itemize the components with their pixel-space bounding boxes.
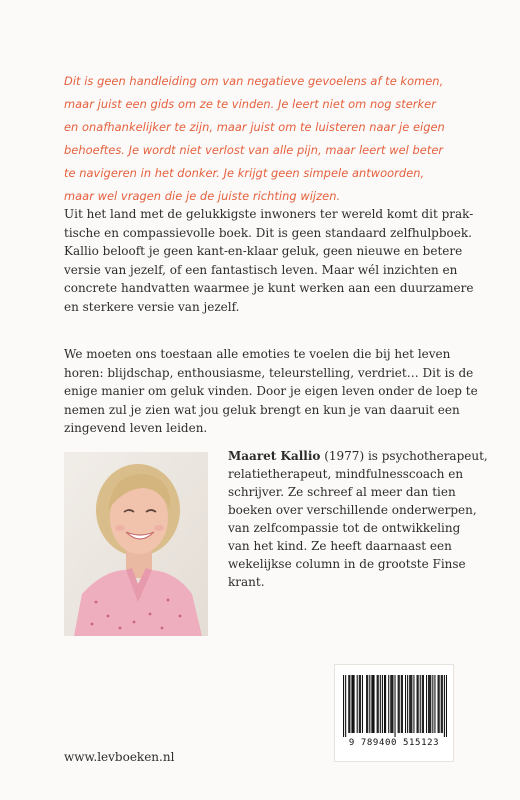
barcode-bar [429,675,430,733]
barcode-bar [420,675,421,733]
barcode-bar [418,675,419,733]
quote-line: Dit is geen handleiding om van negatieve gevoelens af te komen, [64,74,444,88]
barcode-bar [428,675,429,733]
barcode-bar [380,675,381,733]
barcode-bar [366,675,367,733]
barcode-bar [390,675,391,733]
bio-line: schrijver. Ze schreef al meer dan tien [228,485,456,499]
barcode-bar [385,675,386,733]
barcode-bar [446,675,447,737]
barcode-bar [417,675,418,733]
bio-line: krant. [228,575,265,589]
barcode-bar [422,675,423,733]
paragraph-line: We moeten ons toestaan alle emoties te voelen die bij het leven [64,347,451,361]
barcode-bar [394,675,395,737]
bio-line: wekelijkse column in de grootste Finse [228,557,466,571]
barcode-bar [426,675,427,733]
barcode-bar [434,675,435,733]
paragraph-line: horen: blijdschap, enthousiasme, teleurstelling, verdriet… Dit is de [64,365,474,380]
barcode-bar [343,675,344,737]
barcode-bar [423,675,424,733]
paragraph-line: tische en compassievolle boek. Dit is geen standaard zelfhulpboek. [64,225,472,240]
barcode-bar [345,675,346,737]
barcode-bar [369,675,370,733]
barcode-bar [439,675,440,733]
barcode-bar [413,675,414,733]
bio-line-rest: (1977) is psychotherapeut, [320,449,488,463]
paragraph-line: enige manier om geluk vinden. Door je eigen leven onder de loep te [64,384,478,398]
barcode-bar [373,675,374,733]
bio-line: van het kind. Ze heeft daarnaast een [228,539,452,553]
barcode-bar [367,675,368,733]
author-photo [64,452,208,636]
paragraph-line: nemen zul je zien wat jou geluk brengt en kun je van daaruit een [64,402,460,417]
barcode-bar [352,675,353,733]
barcode-bar [405,675,406,733]
paragraph-line: concrete handvatten waarmee je kunt werken aan een duurzamere [64,281,474,295]
barcode-bar [399,675,400,733]
barcode-bar [411,675,412,733]
barcode-bar [348,675,349,733]
paragraph-line: zingevend leven leiden. [64,421,208,435]
barcode-bar [371,675,372,733]
barcode-bar [360,675,361,733]
paragraph-line: Kallio belooft je geen kant-en-klaar geluk, geen nieuwe en betere [64,244,463,258]
barcode-bar [357,675,358,733]
barcode-bar [401,675,402,733]
barcode-bar [409,675,410,733]
paragraph-line: versie van jezelf, of een fantastisch leven. Maar wél inzichten en [64,262,458,277]
paragraph-line: Uit het land met de gelukkigste inwoners ter wereld komt dit prak- [64,207,474,221]
barcode-bar [407,675,408,733]
barcode-bars [343,675,447,737]
bio-line: relatietherapeut, mindfulnesscoach en [228,467,464,481]
barcode-bar [444,675,445,737]
barcode-bar [391,675,392,733]
bio-line: van zelfcompassie tot de ontwikkeling [228,521,461,535]
barcode-bar [362,675,363,733]
barcode-bar [388,675,389,733]
barcode-bar [351,675,352,733]
quote-line: maar wel vragen die je de juiste richting wijzen. [64,189,341,203]
quote-line: maar juist een gids om ze te vinden. Je leert niet om nog sterker [64,97,436,111]
barcode-bar [392,675,393,733]
author-name: Maaret Kallio [228,449,321,463]
quote-line: te navigeren in het donker. Je krijgt geen simpele antwoorden, [64,166,425,180]
barcode-bar [402,675,403,733]
isbn-number: 9 789400 515123 [348,738,440,748]
quote-line: en onafhankelijker te zijn, maar juist om te luisteren naar je eigen [64,120,445,134]
barcode-bar [438,675,439,733]
barcode-bar [354,675,355,733]
barcode-bar [441,675,442,733]
description-paragraph-2 [64,345,478,438]
barcode-bar [377,675,378,733]
barcode-bar [378,675,379,733]
bio-line [228,447,488,465]
bio-line: boeken over verschillende onderwerpen, [228,503,477,517]
isbn-barcode [334,664,454,762]
quote-line: behoeftes. Je wordt niet verlost van alle pijn, maar leert wel beter [64,143,444,157]
description-paragraph-1 [64,205,474,316]
barcode-bar [372,675,373,733]
barcode-bar [349,675,350,733]
barcode-bar [359,675,360,733]
barcode-bar [398,675,399,733]
barcode-bar [442,675,443,733]
cover-quote [64,70,464,208]
publisher-website: www.levboeken.nl [64,750,175,764]
author-bio [228,447,488,591]
barcode-bar [410,675,411,733]
barcode-bar [384,675,385,733]
barcode-bar [430,675,431,733]
paragraph-line: en sterkere versie van jezelf. [64,299,240,314]
barcode-bar [382,675,383,733]
barcode-bar [432,675,433,733]
